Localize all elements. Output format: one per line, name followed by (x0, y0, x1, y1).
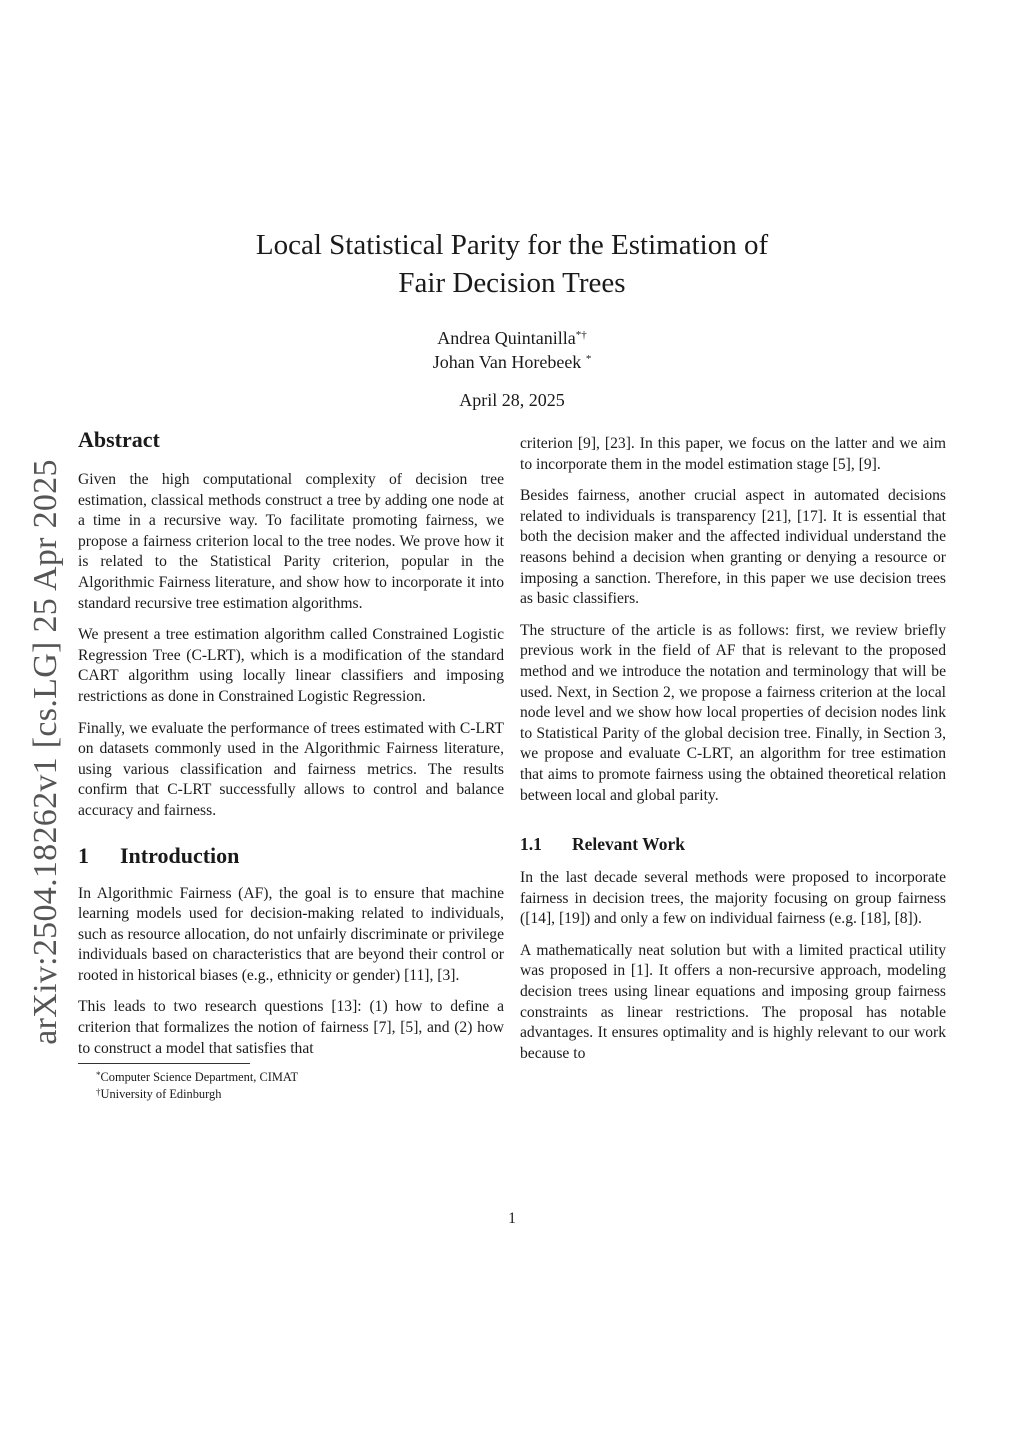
author-name: Andrea Quintanilla (437, 328, 576, 348)
footnote-text: Computer Science Department, CIMAT (100, 1070, 299, 1085)
introduction-section (78, 842, 504, 1060)
relevant-work-section (520, 832, 946, 1064)
introduction-heading (78, 842, 504, 870)
body-paragraph: A mathematically neat solution but with a limited practical utility was proposed in [1]. It offers a non-recursive approach, modeling decision trees using linear equations and imposing group fairness constraints as linear restrictions. The proposal has notable advantages. It ensures optimality and is highly relevant to our work because to (520, 941, 946, 1062)
abstract-heading: Abstract (78, 427, 160, 452)
abstract-paragraph: We present a tree estimation algorithm called Constrained Logistic Regression Tree (C-LRT), which is a modification of the standard CART algorithm using locally linear classifiers and imposing restrictions as done in Constrained Logistic Regression. (78, 626, 504, 705)
author-name: Johan Van Horebeek (432, 352, 586, 372)
abstract-section (78, 426, 504, 822)
author-affiliation-marks: * (585, 353, 592, 365)
subsection-title: Relevant Work (572, 834, 685, 855)
author-1 (0, 326, 1024, 350)
footnote-divider (78, 1063, 250, 1064)
arxiv-identifier-stamp: arXiv:2504.18262v1 [cs.LG] 25 Apr 2025 (27, 459, 64, 1045)
left-column (78, 426, 504, 1103)
section-title: Introduction (120, 842, 240, 868)
footnote-text: University of Edinburgh (100, 1087, 222, 1102)
body-paragraph: This leads to two research questions [13]: (1) how to define a criterion that formalizes the notion of fairness [7], [5], and (2) how to construct a model that satisfies that (78, 998, 504, 1057)
body-paragraph: criterion [9], [23]. In this paper, we focus on the latter and we aim to incorporate them in the model estimation stage [5], [9]. (520, 435, 946, 473)
relevant-work-heading (520, 832, 946, 856)
body-paragraph: Besides fairness, another crucial aspect in automated decisions related to individuals is transparency [21], [17]. It is essential that both the decision maker and the affected individual understand the reasons behind a decision when granting or denying a resource or imposing a sanction. Therefore, in this paper we use decision trees as basic classifiers. (520, 487, 946, 608)
title-line-2: Fair Decision Trees (398, 267, 626, 299)
right-column (520, 434, 946, 1075)
footnote-mark: * (96, 1070, 101, 1081)
body-paragraph: In Algorithmic Fairness (AF), the goal is to ensure that machine learning models used for decision-making related to individuals, such as resource allocation, do not unfairly discriminate or privilege individuals based on characteristics that are beyond their control or rooted in historical biases (e.g., ethnicity or gender) [11], [3]. (78, 884, 504, 984)
footnotes (78, 1069, 504, 1103)
paper-title (0, 226, 1024, 302)
page-number: 1 (508, 1210, 516, 1227)
section-number: 1 (78, 842, 89, 868)
abstract-paragraph: Finally, we evaluate the performance of trees estimated with C-LRT on datasets commonly used in the Algorithmic Fairness literature, using various classification and fairness metrics. The results confirm that C-LRT successfully allows to control and balance accuracy and fairness. (78, 719, 504, 819)
body-paragraph: In the last decade several methods were proposed to incorporate fairness in decision trees, the majority focusing on group fairness ([14], [19]) and only a few on individual fairness (e.g. [18], [8]). (520, 869, 946, 928)
author-2 (0, 350, 1024, 374)
abstract-paragraph: Given the high computational complexity of decision tree estimation, classical methods construct a tree by adding one node at a time in a recursive way. To facilitate promoting fairness, we propose a fairness criterion local to the tree nodes. We prove how it is related to the Statistical Parity criterion, popular in the Algorithmic Fairness literature, and show how to incorporate it into standard recursive tree estimation algorithms. (78, 471, 504, 612)
body-paragraph: The structure of the article is as follows: first, we review briefly previous work in the field of AF that is relevant to the proposed method and we introduce the notation and terminology that will be used. Next, in Section 2, we propose a fairness criterion at the local node level and we show how local properties of decision nodes link to Statistical Parity of the global decision tree. Finally, in Section 3, we propose and evaluate C-LRT, an algorithm for tree estimation that aims to promote fairness using the obtained theoretical relation between local and global parity. (520, 621, 946, 804)
footnote-mark: † (96, 1087, 101, 1098)
publication-date: April 28, 2025 (459, 390, 565, 410)
title-block (0, 226, 1024, 411)
author-affiliation-marks: *† (575, 329, 587, 341)
footnote (96, 1069, 504, 1086)
title-line-1: Local Statistical Parity for the Estimation of (255, 229, 769, 261)
subsection-number: 1.1 (520, 834, 542, 855)
author-list (0, 326, 1024, 374)
footnote (96, 1086, 504, 1103)
